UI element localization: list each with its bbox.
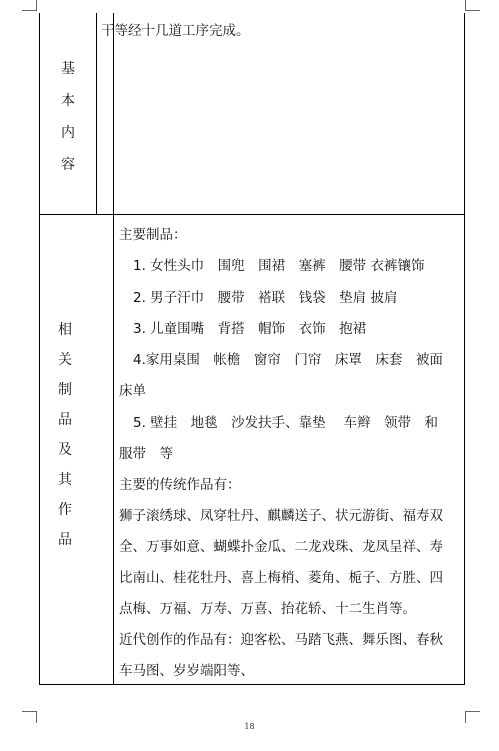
section1-column-divider bbox=[96, 13, 97, 214]
section2-label-char: 品 bbox=[58, 412, 72, 428]
text-line: 3. 儿童围嘴 背搭 帽饰 衣饰 抱裙 bbox=[133, 321, 367, 337]
section2-label-char: 品 bbox=[58, 532, 72, 548]
section2-label-char: 关 bbox=[58, 352, 72, 368]
section1-label-char: 基 bbox=[61, 61, 75, 77]
section1-label-char: 容 bbox=[61, 157, 75, 173]
section2-column-divider bbox=[113, 214, 114, 684]
crop-mark-top-right-v bbox=[465, 0, 466, 11]
crop-mark-top-right-h bbox=[466, 10, 480, 11]
text-line: 1. 女性头巾 围兜 围裙 塞裤 腰带 衣裤镶饰 bbox=[133, 258, 425, 274]
section1-label-char: 本 bbox=[61, 93, 75, 109]
text-line: 主要的传统作品有： bbox=[119, 477, 241, 493]
section2-label-char: 作 bbox=[58, 502, 72, 518]
text-line: 点梅、万福、万寿、万喜、抬花轿、十二生肖等。 bbox=[119, 601, 416, 617]
section2-label bbox=[40, 315, 90, 555]
text-line: 4.家用桌围 帐檐 窗帘 门帘 床罩 床套 被面 bbox=[133, 352, 443, 368]
text-line: 5. 壁挂 地毯 沙发扶手、靠垫 车辫 领带 和 bbox=[133, 415, 438, 431]
text-line: 全、万事如意、蝴蝶扑金瓜、二龙戏珠、龙凤呈祥、寿 bbox=[119, 539, 443, 555]
crop-mark-top-left-h bbox=[22, 10, 36, 11]
section1-label bbox=[40, 53, 96, 181]
text-line: 服带 等 bbox=[119, 446, 173, 462]
section1-label-char: 内 bbox=[61, 125, 75, 141]
text-line: 2. 男子汗巾 腰带 褡联 钱袋 垫肩 披肩 bbox=[133, 290, 398, 306]
section2-label-char: 及 bbox=[58, 442, 72, 458]
page-number: 18 bbox=[244, 722, 255, 731]
text-line: 狮子滚绣球、凤穿牡丹、麒麟送子、状元游街、福寿双 bbox=[119, 508, 443, 524]
text-line: 主要制品： bbox=[119, 227, 187, 243]
content-table bbox=[39, 13, 465, 685]
section2-label-char: 相 bbox=[58, 322, 72, 338]
section2-label-char: 制 bbox=[58, 382, 72, 398]
section2-label-char: 其 bbox=[58, 472, 72, 488]
text-line: 车马图、岁岁端阳等、 bbox=[119, 663, 254, 679]
text-line: 比南山、桂花牡丹、喜上梅梢、菱角、栀子、方胜、四 bbox=[119, 570, 443, 586]
crop-mark-top-left-v bbox=[36, 0, 37, 11]
text-line: 床单 bbox=[119, 383, 146, 399]
text-line: 近代创作的作品有：迎客松、马踏飞燕、舞乐图、春秋 bbox=[119, 632, 443, 648]
section1-inner-divider bbox=[113, 13, 114, 214]
section1-content: 干等经十几道工序完成。 bbox=[101, 23, 250, 39]
crop-mark-bottom-left-h bbox=[22, 711, 36, 712]
row-separator bbox=[40, 214, 464, 215]
crop-mark-bottom-right-h bbox=[466, 711, 480, 712]
